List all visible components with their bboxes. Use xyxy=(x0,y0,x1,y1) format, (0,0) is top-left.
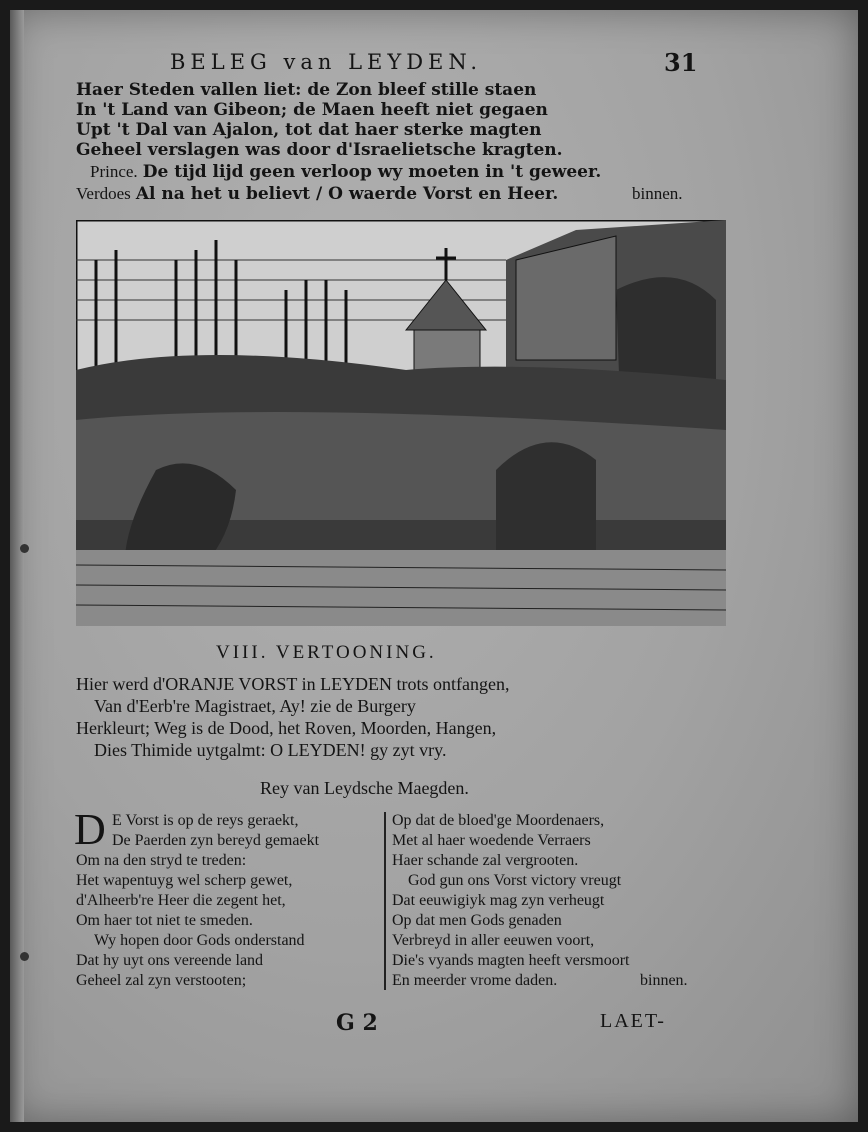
column-line: Wy hopen door Gods onderstand xyxy=(94,932,305,949)
column-line: E Vorst is op de reys geraekt, xyxy=(112,812,299,829)
dialogue-line xyxy=(76,184,558,204)
verse-line: Herkleurt; Weg is de Dood, het Roven, Moorden, Hangen, xyxy=(76,718,497,738)
verse-line: Geheel verslagen was door d'Israelietsche kragten. xyxy=(76,140,563,160)
column-line: Het wapentuyg wel scherp gewet, xyxy=(76,872,293,889)
column-line: Om haer tot niet te smeden. xyxy=(76,912,253,929)
column-divider xyxy=(384,812,386,990)
dialogue-text: Al na het u believt / O waerde Vorst en Heer. xyxy=(135,184,559,204)
woodcut-illustration xyxy=(76,220,726,626)
drop-cap: D xyxy=(74,805,106,854)
verse-line: Upt 't Dal van Ajalon, tot dat haer sterke magten xyxy=(76,120,542,140)
verse-line: Hier werd d'ORANJE VORST in LEYDEN trots ontfangen, xyxy=(76,674,510,694)
column-line: God gun ons Vorst victory vreugt xyxy=(408,872,622,889)
catchword: LAET- xyxy=(600,1010,666,1032)
column-line: Die's vyands magten heeft versmoort xyxy=(392,952,630,969)
binding-hole xyxy=(20,952,29,961)
column-line: Om na den stryd te treden: xyxy=(76,852,247,869)
column-line: Op dat de bloed'ge Moordenaers, xyxy=(392,812,605,829)
stage-direction: binnen. xyxy=(632,184,683,203)
stage-direction: binnen. xyxy=(640,972,688,989)
speaker-name: Verdoes xyxy=(76,184,131,203)
column-line: Met al haer woedende Verraers xyxy=(392,832,591,849)
column-line: Verbreyd in aller eeuwen voort, xyxy=(392,932,595,949)
dialogue-line xyxy=(90,162,601,182)
verse-line: In 't Land van Gibeon; de Maen heeft niet gegaen xyxy=(76,100,548,120)
binding-hole xyxy=(20,544,29,553)
section-title: VIII. VERTOONING. xyxy=(216,642,437,663)
column-line: Dat hy uyt ons vereende land xyxy=(76,952,264,969)
verse-line: Dies Thimide uytgalmt: O LEYDEN! gy zyt vry. xyxy=(94,740,447,760)
column-line: De Paerden zyn bereyd gemaekt xyxy=(112,832,320,849)
signature-mark: G 2 xyxy=(336,1010,378,1036)
dialogue-text: De tijd lijd geen verloop wy moeten in 't geweer. xyxy=(142,162,602,182)
column-line: Geheel zal zyn verstooten; xyxy=(76,972,247,989)
running-header: BELEG van LEYDEN. xyxy=(170,50,483,74)
page-number: 31 xyxy=(664,48,698,77)
verse-line: Haer Steden vallen liet: de Zon bleef stille staen xyxy=(76,80,537,100)
column-line: Haer schande zal vergrooten. xyxy=(392,852,579,869)
verse-line: Van d'Eerb're Magistraet, Ay! zie de Burgery xyxy=(94,696,416,716)
column-line: Dat eeuwigiyk mag zyn verheugt xyxy=(392,892,605,909)
column-line: En meerder vrome daden. xyxy=(392,972,558,989)
column-line: Op dat men Gods genaden xyxy=(392,912,562,929)
song-title: Rey van Leydsche Maegden. xyxy=(260,778,469,798)
column-line: d'Alheerb're Heer die zegent het, xyxy=(76,892,286,909)
speaker-name: Prince. xyxy=(90,162,138,181)
book-page xyxy=(10,10,858,1122)
